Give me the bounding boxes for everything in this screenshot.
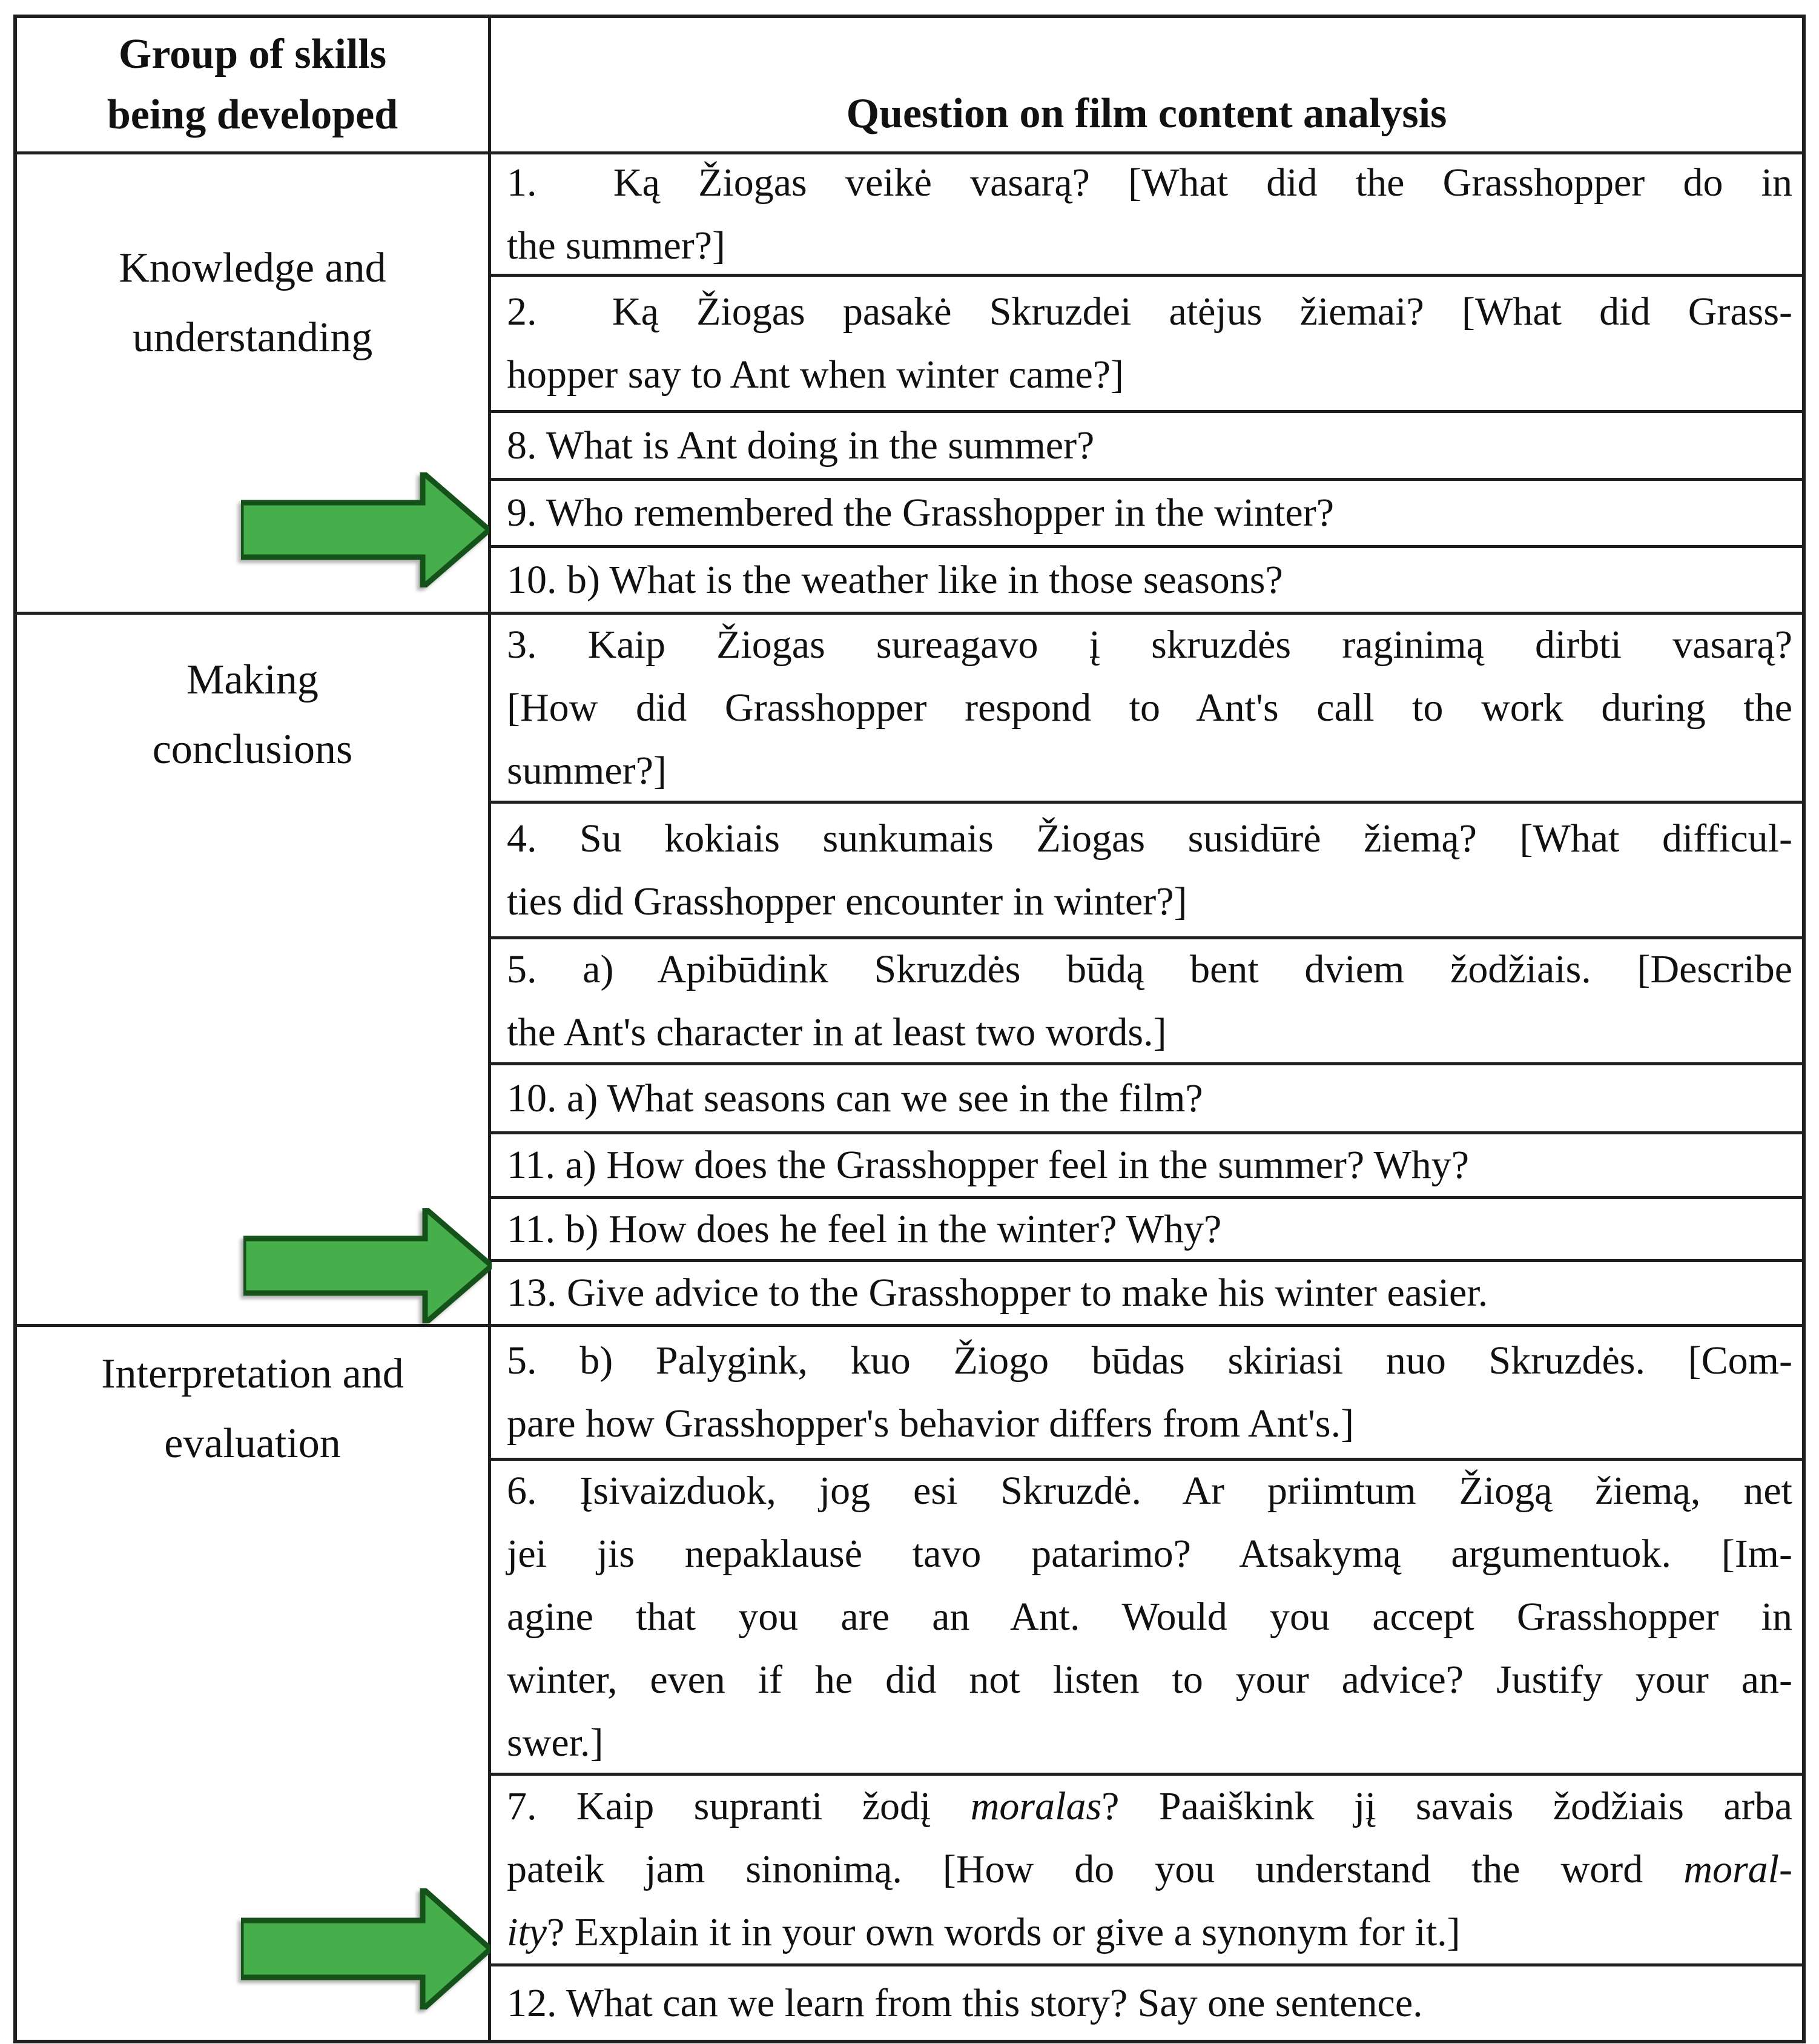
text-line: understanding	[132, 314, 373, 361]
text-line: Interpretation and	[101, 1351, 404, 1397]
text-line: 11. b) How does he feel in the winter? Why?	[507, 1206, 1222, 1251]
text-line: Making	[187, 657, 319, 703]
text-line: 10. b) What is the weather like in those seasons?	[507, 557, 1283, 602]
text-line: winter, even if he did not listen to your advice? Justify your an-	[507, 1657, 1792, 1702]
text-line: 2. Ką Žiogas pasakė Skruzdei atėjus žiemai? [What did Grass-	[507, 289, 1792, 334]
question-cell-7	[488, 1773, 1802, 1963]
text-line: the summer?]	[507, 223, 726, 268]
question-cell-3	[488, 612, 1802, 801]
text-line: 7. Kaip supranti žodį moralas? Paaiškink jį savais žodžiais arba	[507, 1784, 1792, 1828]
text-line: 1. Ką Žiogas veikė vasarą? [What did the Grasshopper do in	[507, 160, 1792, 205]
header-questions-column	[488, 18, 1802, 151]
question-cell-4	[488, 801, 1802, 936]
text-line: 5. a) Apibūdink Skruzdės būdą bent dviem žodžiais. [Describe	[507, 947, 1792, 991]
text-line: pateik jam sinonimą. [How do you understand the word moral-	[507, 1847, 1792, 1891]
text-line: 3. Kaip Žiogas sureagavo į skruzdės raginimą dirbti vasarą?	[507, 622, 1792, 667]
text-line: 6. Įsivaizduok, jog esi Skruzdė. Ar priimtum Žiogą žiemą, net	[507, 1468, 1792, 1513]
text-line: 4. Su kokiais sunkumais Žiogas susidūrė žiemą? [What difficul-	[507, 816, 1792, 861]
question-cell-2	[488, 274, 1802, 410]
question-cell-10a	[488, 1062, 1802, 1131]
header-skills-column	[17, 18, 488, 151]
green-arrow-shape	[241, 472, 489, 587]
question-cell-8	[488, 410, 1802, 478]
text-line: ity? Explain it in your own words or give a synonym for it.]	[507, 1910, 1461, 1954]
question-cell-11a	[488, 1131, 1802, 1196]
text-line: 9. Who remembered the Grasshopper in the winter?	[507, 491, 1334, 535]
header-questions-label: Question on film content analysis	[846, 90, 1447, 137]
question-cell-12	[488, 1963, 1802, 2040]
text-line: the Ant's character in at least two words.]	[507, 1010, 1167, 1054]
text-line: Knowledge and	[119, 245, 386, 291]
text-line: agine that you are an Ant. Would you accept Grasshopper in	[507, 1594, 1792, 1639]
text-line: 5. b) Palygink, kuo Žiogo būdas skiriasi nuo Skruzdės. [Com-	[507, 1338, 1792, 1383]
text-line: 13. Give advice to the Grasshopper to make his winter easier.	[507, 1271, 1488, 1315]
text-line: conclusions	[152, 726, 353, 773]
green-arrow-shape	[243, 1208, 492, 1323]
question-cell-11b	[488, 1196, 1802, 1259]
text-line: Group of skills	[118, 31, 387, 78]
green-arrow-icon	[243, 1208, 492, 1323]
question-cell-1	[488, 151, 1802, 274]
green-arrow-shape	[241, 1888, 490, 2009]
text-line: ties did Grasshopper encounter in winter?]	[507, 879, 1187, 924]
text-line: [How did Grasshopper respond to Ant's call to work during the	[507, 685, 1792, 730]
text-line: 10. a) What seasons can we see in the film?	[507, 1076, 1203, 1120]
text-line: being developed	[107, 91, 398, 138]
text-line: swer.]	[507, 1720, 604, 1765]
text-line: pare how Grasshopper's behavior differs from Ant's.]	[507, 1401, 1355, 1446]
green-arrow-icon	[241, 1888, 490, 2009]
text-line: 11. a) How does the Grasshopper feel in the summer? Why?	[507, 1143, 1470, 1187]
question-cell-5a	[488, 936, 1802, 1062]
green-arrow-icon	[241, 472, 489, 587]
skills-questions-table	[13, 15, 1806, 2043]
text-line: evaluation	[164, 1420, 341, 1467]
text-line: 12. What can we learn from this story? Say one sentence.	[507, 1980, 1423, 2025]
question-cell-5b	[488, 1324, 1802, 1458]
question-cell-10b	[488, 545, 1802, 612]
text-line: jei jis nepaklausė tavo patarimo? Atsakymą argumentuok. [Im-	[507, 1531, 1792, 1576]
question-cell-6	[488, 1458, 1802, 1773]
text-line: summer?]	[507, 748, 667, 793]
text-line: 8. What is Ant doing in the summer?	[507, 423, 1095, 468]
question-cell-9	[488, 478, 1802, 545]
text-line: hopper say to Ant when winter came?]	[507, 352, 1124, 397]
question-cell-13	[488, 1259, 1802, 1324]
